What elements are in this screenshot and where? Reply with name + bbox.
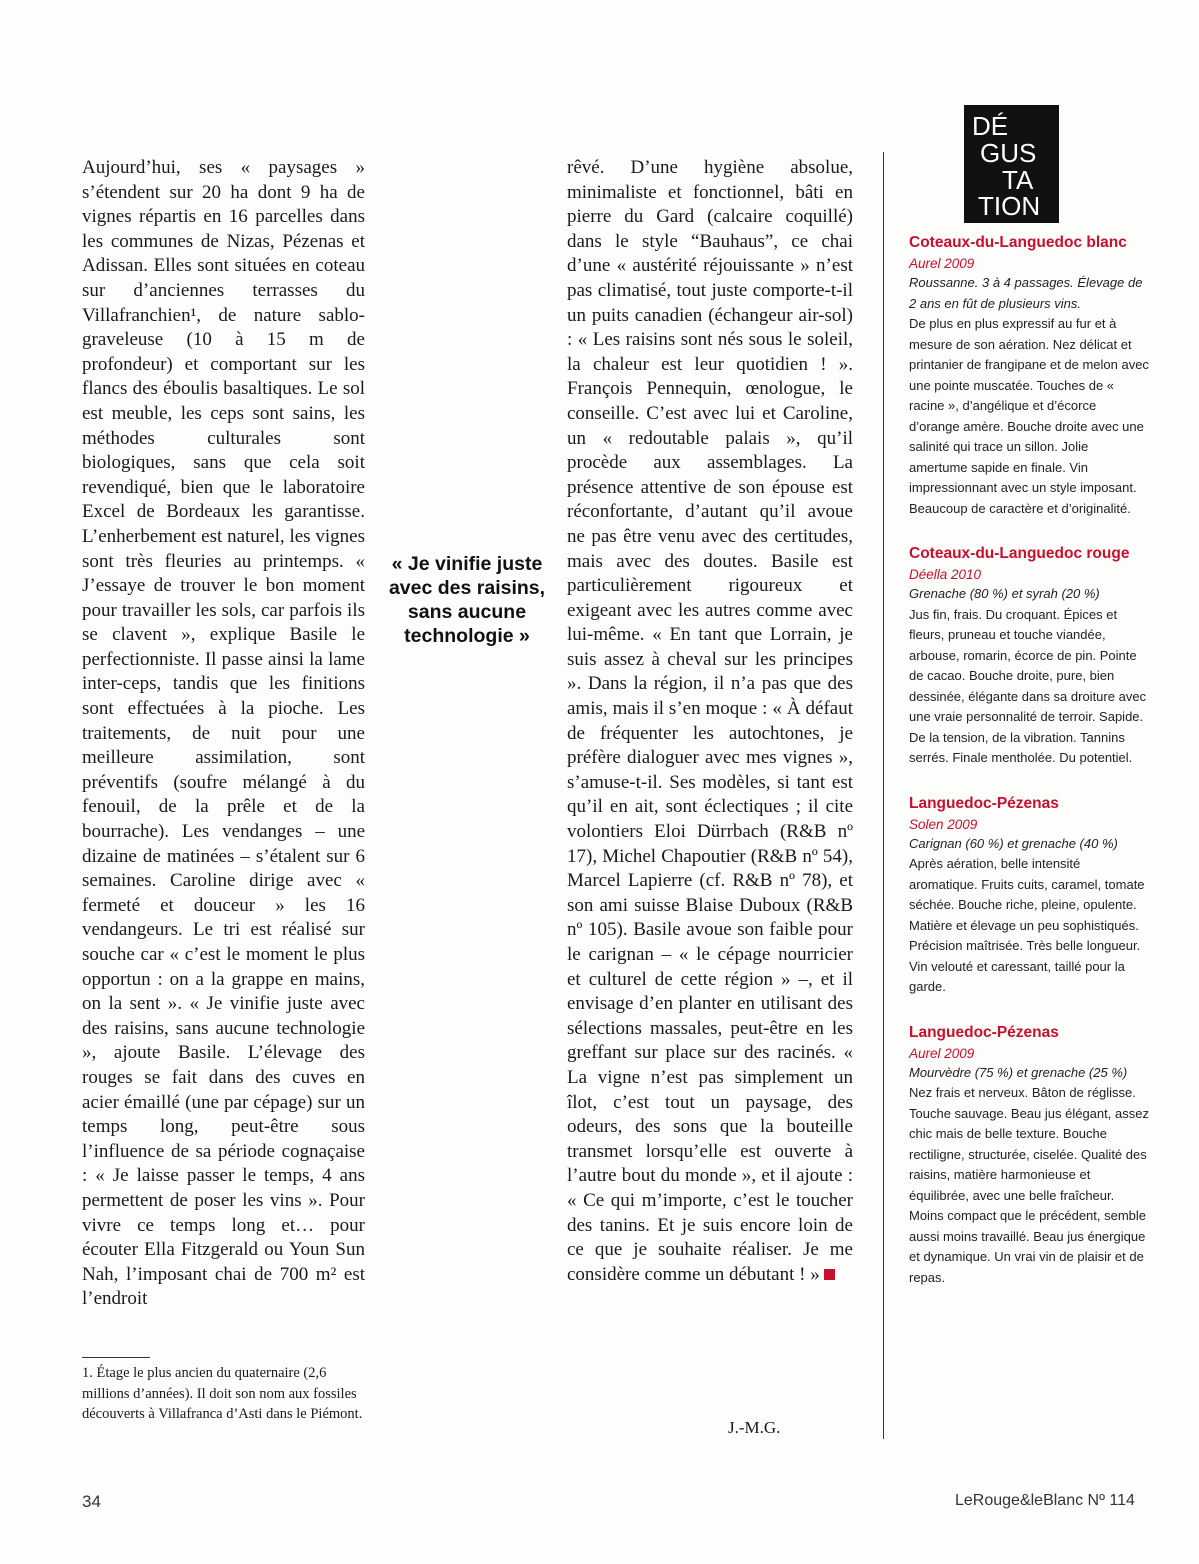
author-signature: J.-M.G. [728,1418,781,1437]
wine-description: Nez frais et nerveux. Bâton de réglisse. Touche sauvage. Beau jus élégant, assez chic mais de belle texture. Bouche rectiligne, structurée, ciselée. Qualité des raisins, matière harmonieuse et équilibrée, avec une belle fraîcheur. Moins compact que le précédent, semble aussi moins travaillé. Beau jus énergique et dynamique. Un vrai vin de plaisir et de repas. [909,1085,1149,1285]
footnote: 1. Étage le plus ancien du quaternaire (2,6 millions d’années). Il doit son nom aux fossiles découverts à Villafranca d’Asti dans le Piémont. [82,1365,363,1422]
wine-cuvee: Solen 2009 [909,816,978,832]
end-of-article-square-icon [824,1269,835,1280]
pull-quote: « Je vinifie juste avec des raisins, sans aucune technologie » [388,553,546,647]
wine-appellation: Coteaux-du-Languedoc blanc [909,234,1127,251]
wine-cepage: Roussanne. 3 à 4 passages. Élevage de 2 ans en fût de plusieurs vins. [909,275,1143,311]
wine-appellation: Languedoc-Pézenas [909,1023,1059,1041]
logo-line-3: TA [1002,165,1034,195]
magazine-issue: LeRouge&leBlanc Nº 114 [955,1492,1135,1509]
article-column-1 [82,156,365,1312]
degustation-logo [964,105,1059,223]
page-number: 34 [82,1492,101,1511]
wine-note [909,543,1149,769]
article-column-2-text: rêvé. D’une hygiène absolue, minimaliste et fonctionnel, bâti en pierre du Gard (calcaire coquillé) dans le style “Bauhaus”, ce chai d’une « austérité réjouissante » n’est pas climatisé, tout juste comporte-t-il un puits canadien (échangeur air-sol) : « Les raisins sont nés sous le soleil, la chaleur est leur quotidien ! ». François Pennequin, œnologue, le conseille. C’est avec lui et Caroline, un « redoutable palais », qu’il procède aux assemblages. La présence attentive de son épouse est réconfortante, d’autant qu’il avoue ne pas être venu avec des certitudes, mais avec des doutes. Basile est particulièrement rigoureux et exigeant avec les autres comme avec lui-même. « En tant que Lorrain, je suis assez à cheval sur les principes ». Dans la région, il n’a pas que des amis, mais il s’en moque : « À défaut de fréquenter les autochtones, je préfère dialoguer avec mes vignes », s’amuse-t-il. Ses modèles, si tant est qu’il en ait, sont éclectiques ; il cite volontiers Eloi Dürrbach (R&B nº 17), Michel Chapoutier (R&B nº 54), Marcel Lapierre (cf. R&B nº 78), et son ami suisse Blaise Duboux (R&B nº 105). Basile avoue son faible pour le carignan – « le cépage nourricier et culturel de cette région » –, et il envisage d’en planter en utilisant des sélections massales, peut-être en les greffant sur place sur des racinés. « La vigne n’est pas simplement un îlot, c’est tout un paysage, des odeurs, des sons que la bouteille transmet lorsqu’elle est ouverte à l’autre bout du monde », et il ajoute : « Ce qui m’importe, c’est le toucher des tanins. Et je suis encore loin de ce que je souhaite réaliser. Je me considère comme un débutant ! » [567,157,853,1285]
wine-cepage: Mourvèdre (75 %) et grenache (25 %) [909,1064,1128,1080]
wine-cepage: Carignan (60 %) et grenache (40 %) [909,835,1118,851]
wine-cuvee: Déella 2010 [909,567,982,582]
logo-line-4: TION [978,191,1041,221]
article-column-1-text: Aujourd’hui, ses « paysages » s’étendent sur 20 ha dont 9 ha de vignes répartis en 16 parcelles dans les communes de Nizas, Pézenas et Adissan. Elles sont situées en coteau sur d’anciennes terrasses du Villafranchien¹, de nature sablo-graveleuse (10 à 15 m de profondeur) et comportant sur les flancs des éboulis basaltiques. Le sol est meuble, les ceps sont sains, les méthodes culturales sont biologiques, sans que cela soit revendiqué, bien que le laboratoire Excel de Bordeaux les garantisse. L’enherbement est naturel, les vignes sont très fleuries au printemps. « J’essaye de trouver le bon moment pour travailler les sols, car parfois ils se clavent », explique Basile le perfectionniste. Il passe ainsi la lame inter-ceps, tandis que les finitions sont effectuées à la pioche. Les traitements, de nuit pour une meilleure assimilation, sont préventifs (soufre mélangé à du fenouil, de la prêle et de la bourrache). Les vendanges – une dizaine de matinées – s’étalent sur 6 semaines. Caroline dirige avec « fermeté et douceur » les 16 vendangeurs. Le tri est réalisé sur souche car « c’est le moment le plus opportun : on a la grappe en mains, on la sent ». « Je vinifie juste avec des raisins, sans aucune technologie », ajoute Basile. L’élevage des rouges se fait dans des cuves en acier émaillé (une par cépage) sur un temps long, peut-être sous l’influence de sa période cognaçaise : « Je laisse passer le temps, 4 ans permettent de poser les vins ». Pour vivre ce temps long et… pour écouter Ella Fitzgerald ou Youn Sun Nah, l’imposant chai de 700 m² est l’endroit [82,157,365,1310]
wine-description: Jus fin, frais. Du croquant. Épices et fleurs, pruneau et touche viandée, arbouse, romarin, écorce de pin. Pointe de cacao. Bouche droite, pure, bien dessinée, élégante dans sa droiture avec une vraie personnalité de terroir. Sapide. De la tension, de la vibration. Tannins serrés. Finale mentholée. Du potentiel. [909,606,1147,765]
wine-description: Après aération, belle intensité aromatique. Fruits cuits, caramel, tomate séchée. Bouche riche, pleine, opulente. Matière et élevage un peu sophistiqués. Précision maîtrisée. Très belle longueur. Vin velouté et caressant, taillé pour la garde. [909,856,1145,994]
wine-note [909,1022,1149,1289]
wine-cuvee: Aurel 2009 [909,1045,975,1061]
sidebar-divider [883,152,884,1439]
article-column-2 [567,156,853,1287]
wine-note [909,793,1149,998]
logo-line-2: GUS [980,138,1037,168]
tasting-notes-sidebar [909,232,1149,1312]
wine-description: De plus en plus expressif au fur et à mesure de son aération. Nez délicat et printanier de frangipane et de melon avec une pointe muscatée. Touches de « racine », d’angélique et d’écorce d’orange amère. Bouche droite avec une salinité qui trace un sillon. Jolie amertume sapide en finale. Vin impressionnant avec un style imposant. Beaucoup de caractère et d’originalité. [909,316,1149,516]
logo-line-1: DÉ [972,111,1009,141]
wine-cuvee: Aurel 2009 [909,256,975,271]
wine-cepage: Grenache (80 %) et syrah (20 %) [909,586,1100,601]
footnote-divider [82,1357,150,1358]
wine-appellation: Coteaux-du-Languedoc rouge [909,545,1130,562]
wine-note [909,232,1149,519]
wine-appellation: Languedoc-Pézenas [909,794,1059,812]
